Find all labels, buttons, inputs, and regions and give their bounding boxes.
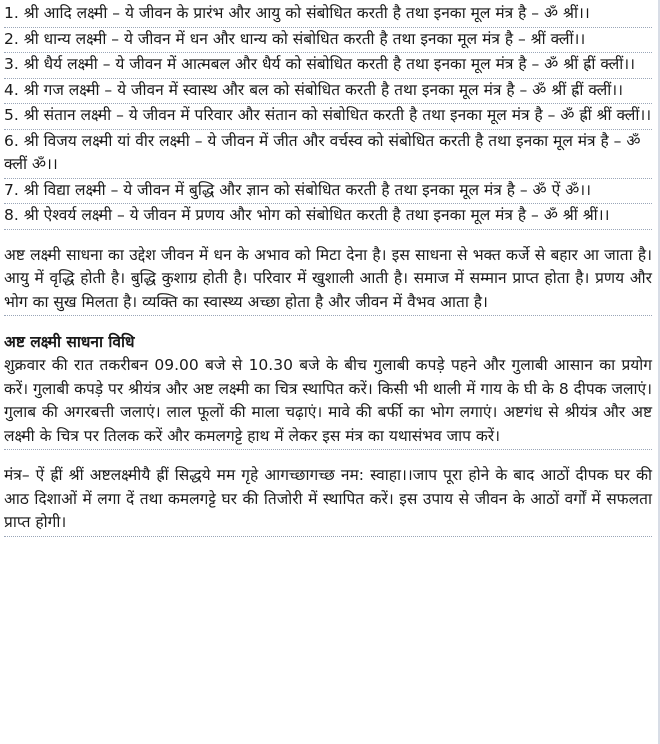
list-item: 4. श्री गज लक्ष्मी – ये जीवन में स्वास्थ और बल को संबोधित करती है तथा इनका मूल मंत्र है – ॐ श्रीं ह्रीं क्लीं।। <box>4 79 652 105</box>
intro-paragraph: अष्ट लक्ष्मी साधना का उद्देश जीवन में धन के अभाव को मिटा देना है। इस साधना से भक्त कर्जे से बहार आ जाता है। आयु में वृद्धि होती है। बुद्धि कुशाग्र होती है। परिवार में खुशाली आती है। समाज में सम्मान प्राप्त होता है। प्रणय और भोग का सुख मिलता है। व्यक्ति का स्वास्थ्य अच्छा होता है और जीवन में वैभव आता है। <box>4 244 652 317</box>
spacer <box>4 316 652 330</box>
method-paragraph: शुक्रवार की रात तकरीबन 09.00 बजे से 10.30 बजे के बीच गुलाबी कपड़े पहने और गुलाबी आसान का प्रयोग करें। गुलाबी कपड़े पर श्रीयंत्र और अष्ट लक्ष्मी का चित्र स्थापित करें। किसी भी थाली में गाय के घी के 8 दीपक जलाएं। गुलाब की अगरबत्ती जलाएं। लाल फूलों की माला चढ़ाएं। मावे की बर्फी का भोग लगाएं। अष्टगंध से श्रीयंत्र और अष्ट लक्ष्मी के चित्र पर तिलक करें और कमलगट्टे हाथ में लेकर इस मंत्र का यथासंभव जाप करें। <box>4 354 652 450</box>
section-heading: अष्ट लक्ष्मी साधना विधि <box>4 333 135 351</box>
article-body <box>4 2 652 537</box>
list-item: 3. श्री धैर्य लक्ष्मी – ये जीवन में आत्मबल और धैर्य को संबोधित करती है तथा इनका मूल मंत्र है – ॐ श्रीं ह्रीं क्लीं।। <box>4 53 652 79</box>
list-item: 1. श्री आदि लक्ष्मी – ये जीवन के प्रारंभ और आयु को संबोधित करती है तथा इनका मूल मंत्र है – ॐ श्रीं।। <box>4 2 652 28</box>
list-item: 5. श्री संतान लक्ष्मी – ये जीवन में परिवार और संतान को संबोधित करती है तथा इनका मूल मंत्र है – ॐ ह्रीं श्रीं क्लीं।। <box>4 104 652 130</box>
spacer <box>4 450 652 464</box>
spacer <box>4 230 652 244</box>
mantra-paragraph: मंत्र– ऐं ह्रीं श्रीं अष्टलक्ष्मीयै ह्रीं सिद्धये मम गृहे आगच्छागच्छ नम: स्वाहा।।जाप पूरा होने के बाद आठों दीपक घर की आठ दिशाओं में लगा दें तथा कमलगट्टे घर की तिजोरी में स्थापित करें। इस उपाय से जीवन के आठों वर्गों में सफलता प्राप्त होगी। <box>4 464 652 537</box>
list-item: 2. श्री धान्य लक्ष्मी – ये जीवन में धन और धान्य को संबोधित करती है तथा इनका मूल मंत्र है – श्रीं क्लीं।। <box>4 28 652 54</box>
list-item: 6. श्री विजय लक्ष्मी यां वीर लक्ष्मी – ये जीवन में जीत और वर्चस्व को संबोधित करती है तथा इनका मूल मंत्र है – ॐ क्लीं ॐ।। <box>4 130 652 179</box>
list-item: 8. श्री ऐश्वर्य लक्ष्मी – ये जीवन में प्रणय और भोग को संबोधित करती है तथा इनका मूल मंत्र है – ॐ श्रीं श्रीं।। <box>4 204 652 230</box>
list-item: 7. श्री विद्या लक्ष्मी – ये जीवन में बुद्धि और ज्ञान को संबोधित करती है तथा इनका मूल मंत्र है – ॐ ऐं ॐ।। <box>4 179 652 205</box>
